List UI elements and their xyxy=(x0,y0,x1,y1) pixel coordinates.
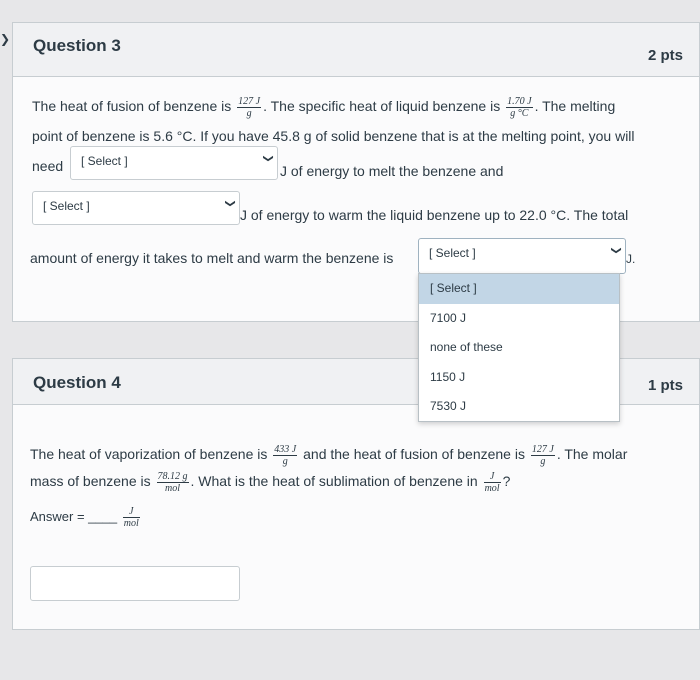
dropdown-option[interactable]: 1150 J xyxy=(430,369,466,384)
heat-of-vaporization-fraction xyxy=(273,444,297,467)
question-3-title: Question 3 xyxy=(33,36,121,55)
frac-num: 127 J xyxy=(531,444,554,455)
dropdown-option[interactable]: 7100 J xyxy=(430,310,467,325)
q3-after-select2: J of energy to warm the liquid benzene up to 22.0 °C. The total xyxy=(240,207,629,223)
q4-text-2b: . What is the heat of sublimation of benzene in xyxy=(190,473,478,490)
frac-den: mol xyxy=(123,518,139,529)
frac-den: g xyxy=(540,456,546,467)
q3-need-label: need xyxy=(32,158,64,174)
select-label: [ Select ] xyxy=(429,246,476,260)
frac-num: J xyxy=(123,506,140,518)
frac-num: 1.70 J xyxy=(507,96,532,107)
frac-num: J xyxy=(484,471,501,483)
select-energy-warm[interactable] xyxy=(32,191,240,225)
q3-total-line: amount of energy it takes to melt and warm the benzene is xyxy=(30,250,394,266)
q3-text-1c: . The melting xyxy=(534,98,616,115)
question-3-points: 2 pts xyxy=(647,47,683,64)
q3-after-select1: J of energy to melt the benzene and xyxy=(280,163,504,179)
chevron-down-icon: ❯ xyxy=(262,154,274,163)
frac-num: 78.12 g xyxy=(157,471,188,482)
q3-text-1a: The heat of fusion of benzene is xyxy=(32,98,232,115)
frac-den: mol xyxy=(484,483,500,494)
q3-text-line2: point of benzene is 5.6 °C. If you have 45.8 g of solid benzene that is at the melting point, you will xyxy=(32,128,635,144)
q4-text-line2 xyxy=(30,471,510,494)
select-total-energy[interactable] xyxy=(418,238,626,274)
frac-den: g °C xyxy=(510,108,529,119)
specific-heat-fraction xyxy=(506,96,532,119)
q3-after-select3: J. xyxy=(626,252,636,266)
select-label: [ Select ] xyxy=(43,199,90,213)
frac-num: 433 J xyxy=(274,444,297,455)
answer-label-line xyxy=(30,506,142,529)
molar-mass-fraction xyxy=(157,471,189,494)
dropdown-option[interactable]: [ Select ] xyxy=(419,274,619,304)
frac-num: 127 J xyxy=(238,96,261,107)
q4-text-2a: mass of benzene is xyxy=(30,473,151,490)
question-3-header xyxy=(13,23,699,77)
q4-text-1b: and the heat of fusion of benzene is xyxy=(303,446,525,463)
q4-text-line1 xyxy=(30,444,627,467)
q3-text-line1 xyxy=(32,96,615,119)
answer-unit-fraction xyxy=(123,506,140,529)
select-energy-melt[interactable] xyxy=(70,146,278,180)
q3-text-1b: . The specific heat of liquid benzene is xyxy=(263,98,501,115)
dropdown-option[interactable]: 7530 J xyxy=(430,399,467,414)
collapse-arrow-icon: ❯ xyxy=(0,32,11,46)
q4-text-1a: The heat of vaporization of benzene is xyxy=(30,446,268,463)
frac-den: g xyxy=(246,108,252,119)
q4-text-1c: . The molar xyxy=(556,446,628,463)
frac-den: g xyxy=(282,456,288,467)
heat-of-fusion-fraction xyxy=(237,96,261,119)
chevron-down-icon: ❯ xyxy=(224,199,236,208)
select-label: [ Select ] xyxy=(81,154,128,168)
question-4-points: 1 pts xyxy=(647,377,683,394)
total-energy-dropdown-list xyxy=(418,273,620,422)
heat-of-fusion-fraction xyxy=(531,444,555,467)
frac-den: mol xyxy=(165,483,181,494)
answer-label: Answer = ____ xyxy=(30,508,118,524)
unit-fraction xyxy=(484,471,501,494)
question-4-title: Question 4 xyxy=(33,373,121,392)
chevron-down-icon: ❯ xyxy=(610,246,622,255)
answer-input[interactable] xyxy=(30,566,240,601)
q4-text-2c: ? xyxy=(502,473,511,490)
dropdown-option[interactable]: none of these xyxy=(430,340,503,355)
